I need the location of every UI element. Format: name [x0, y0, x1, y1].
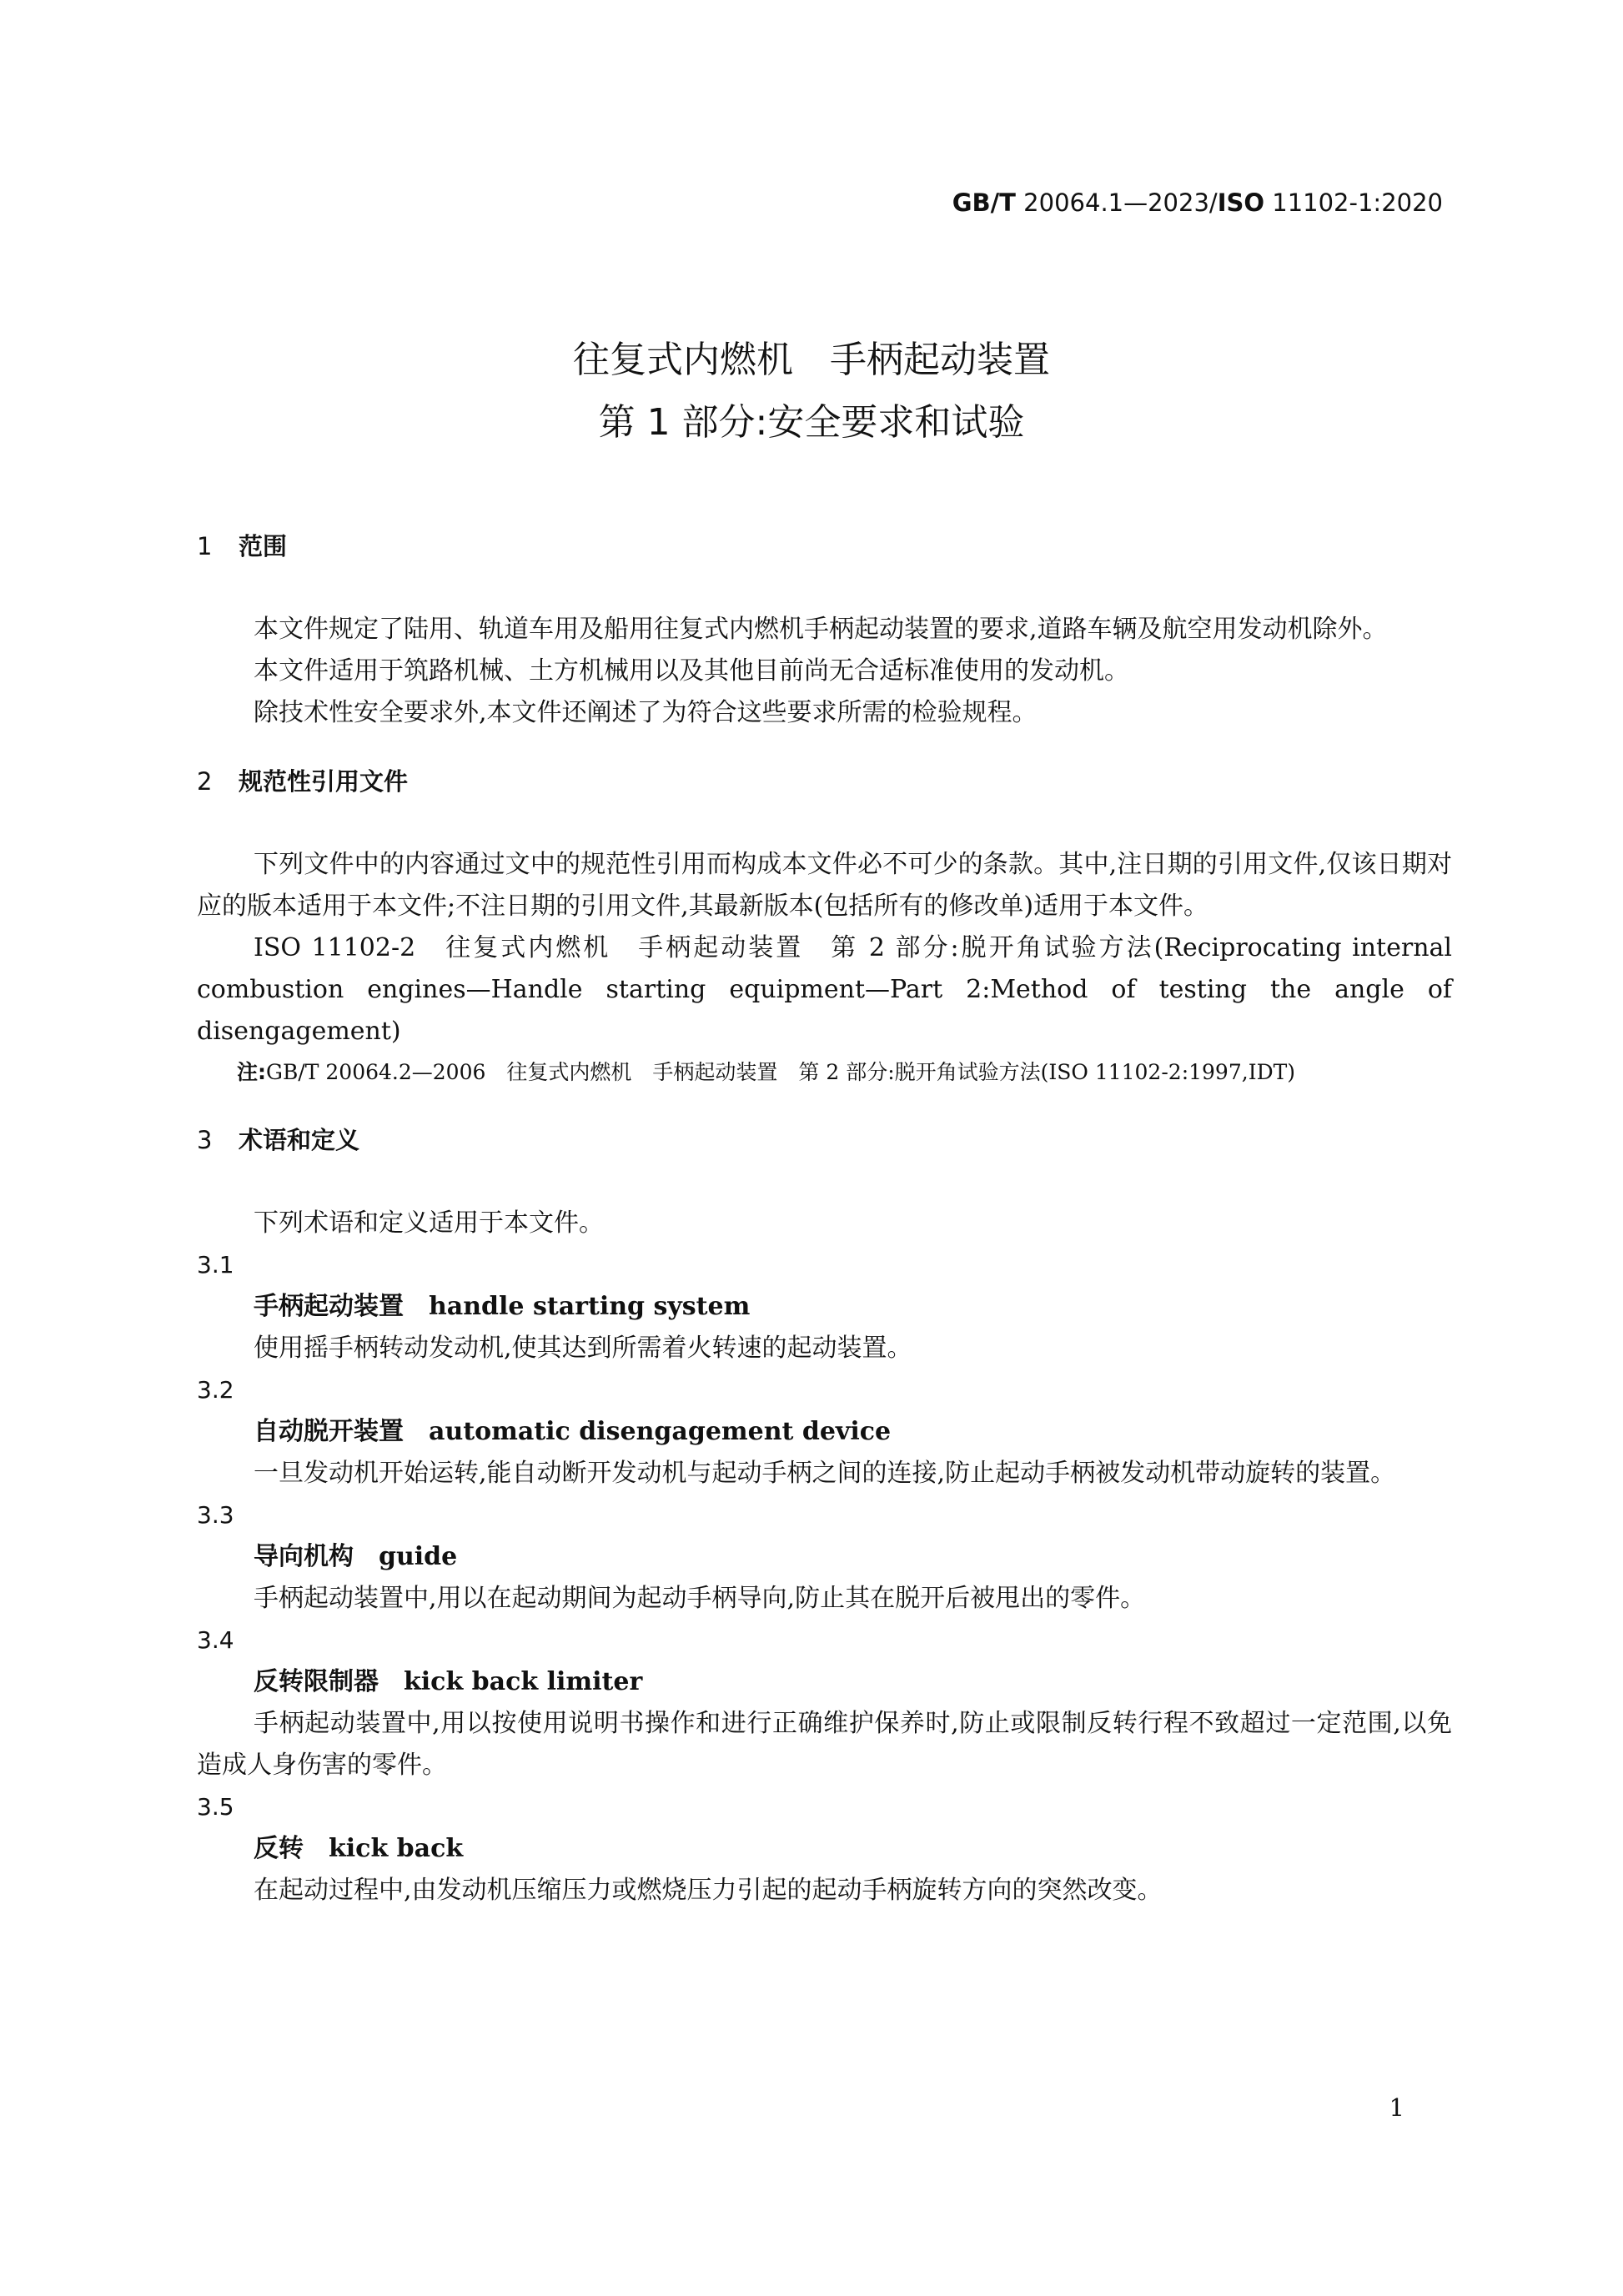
- term-name-en: kick back: [329, 1834, 464, 1863]
- term-number: 3.3: [197, 1501, 234, 1529]
- note: [197, 1053, 1452, 1093]
- term-definition: 在起动过程中,由发动机压缩压力或燃烧压力引起的起动手柄旋转方向的突然改变。: [254, 1876, 1163, 1905]
- term-name-zh: 导向机构: [254, 1542, 354, 1571]
- section-number: 2: [197, 767, 213, 796]
- term-name-zh: 手柄起动装置: [254, 1292, 404, 1321]
- section-title: 范围: [239, 532, 288, 560]
- spacer: [197, 802, 1452, 844]
- note-label: 注:: [237, 1060, 266, 1084]
- spacer: [197, 1093, 1452, 1119]
- paragraph: 本文件适用于筑路机械、土方机械用以及其他目前尚无合适标准使用的发动机。: [254, 656, 1129, 686]
- paragraph: 下列文件中的内容通过文中的规范性引用而构成本文件必不可少的条款。其中,注日期的引用文件,仅该日期对应的版本适用于本文件;不注日期的引用文件,其最新版本(包括所有的修改单)适用于本文件。: [197, 850, 1452, 921]
- term-name: [197, 1661, 1452, 1703]
- code-mid: 20064.1—2023/: [1015, 188, 1218, 217]
- spacer: [197, 734, 1452, 761]
- reference-entry: ISO 11102-2 往复式内燃机 手柄起动装置 第 2 部分:脱开角试验方法(Reciprocating internal combustion engines—Handle starting equipment—Part 2:Method of testing the angle of disengagement): [197, 933, 1452, 1046]
- paragraph: 下列术语和定义适用于本文件。: [254, 1208, 604, 1238]
- term-number: 3.2: [197, 1376, 234, 1404]
- term-name-en: automatic disengagement device: [429, 1417, 892, 1446]
- term-number: 3.1: [197, 1251, 234, 1279]
- paragraph: 除技术性安全要求外,本文件还阐述了为符合这些要求所需的检验规程。: [254, 698, 1038, 727]
- term-number: 3.5: [197, 1793, 234, 1821]
- section-title: 术语和定义: [239, 1126, 360, 1154]
- term-name-zh: 反转: [254, 1834, 304, 1863]
- term-name-en: handle starting system: [429, 1292, 751, 1321]
- code-prefix: GB/T: [952, 188, 1016, 217]
- term-name-en: kick back limiter: [404, 1667, 643, 1696]
- code-iso: ISO: [1217, 188, 1265, 217]
- section-heading-terms: [197, 1119, 1452, 1161]
- term-name-zh: 自动脱开装置: [254, 1417, 404, 1446]
- spacer: [197, 567, 1452, 609]
- term-definition: 使用摇手柄转动发动机,使其达到所需着火转速的起动装置。: [254, 1334, 912, 1363]
- spacer: [197, 1161, 1452, 1203]
- term-name: [197, 1411, 1452, 1453]
- document-body: [197, 525, 1452, 1912]
- term-number: 3.4: [197, 1626, 234, 1654]
- page-number: 1: [1389, 2093, 1404, 2122]
- term-name: [197, 1286, 1452, 1328]
- section-number: 1: [197, 532, 213, 560]
- term-name: [197, 1536, 1452, 1578]
- term-name-en: guide: [379, 1542, 458, 1571]
- paragraph: 本文件规定了陆用、轨道车用及船用往复式内燃机手柄起动装置的要求,道路车辆及航空用发动机除外。: [254, 615, 1388, 644]
- term-name: [197, 1828, 1452, 1870]
- section-number: 3: [197, 1126, 213, 1154]
- document-title-line2: 第 1 部分:安全要求和试验: [598, 401, 1025, 444]
- section-title: 规范性引用文件: [239, 767, 409, 796]
- code-suffix: 11102-1:2020: [1264, 188, 1443, 217]
- term-definition: 一旦发动机开始运转,能自动断开发动机与起动手柄之间的连接,防止起动手柄被发动机带动旋转的装置。: [254, 1459, 1396, 1488]
- section-heading-normative-references: [197, 761, 1452, 802]
- term-name-zh: 反转限制器: [254, 1667, 379, 1696]
- note-text: GB/T 20064.2—2006 往复式内燃机 手柄起动装置 第 2 部分:脱开角试验方法(ISO 11102-2:1997,IDT): [266, 1060, 1296, 1084]
- section-heading-scope: [197, 525, 1452, 567]
- standard-code: [952, 188, 1443, 217]
- term-definition: 手柄起动装置中,用以在起动期间为起动手柄导向,防止其在脱开后被甩出的零件。: [254, 1584, 1146, 1613]
- term-definition: 手柄起动装置中,用以按使用说明书操作和进行正确维护保养时,防止或限制反转行程不致超过一定范围,以免造成人身伤害的零件。: [197, 1709, 1452, 1780]
- document-title-line1: 往复式内燃机 手柄起动装置: [573, 339, 1050, 381]
